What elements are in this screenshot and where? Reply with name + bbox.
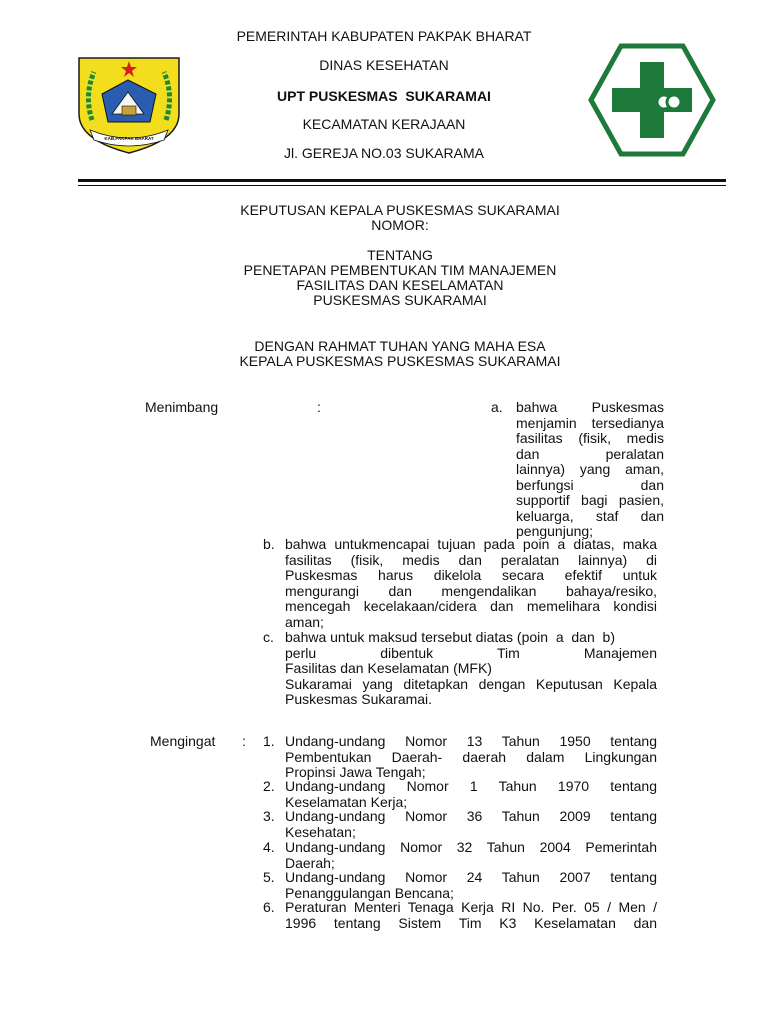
text-line: mengurangi dan mengendalikan bahaya/resiko,: [285, 582, 657, 599]
mengingat-item-6: [285, 900, 657, 931]
mengingat-item-5: [285, 870, 657, 901]
header-divider-thick: [78, 179, 726, 182]
decree-subject-line3: PUSKESMAS SUKARAMAI: [313, 292, 487, 308]
invocation: DENGAN RAHMAT TUHAN YANG MAHA ESA: [254, 338, 546, 354]
address: Jl. GEREJA NO.03 SUKARAMA: [284, 145, 484, 161]
text-line: Keselamatan Kerja;: [285, 793, 408, 810]
decree-subject-line1: PENETAPAN PEMBENTUKAN TIM MANAJEMEN: [243, 262, 557, 278]
menimbang-c-marker: c.: [263, 629, 274, 645]
mengingat-item-1-marker: 1.: [263, 733, 275, 749]
menimbang-b-text: [285, 537, 657, 630]
text-line: bahwa Puskesmas: [516, 399, 664, 415]
menimbang-a-text: [516, 400, 664, 540]
decree-about-label: TENTANG: [367, 247, 433, 263]
text-line: supportif bagi pasien,: [516, 492, 664, 508]
mengingat-item-2-marker: 2.: [263, 778, 275, 794]
text-line: Undang-undang Nomor 36 Tahun 2009 tentang: [285, 808, 657, 824]
text-line: perlu dibentuk Tim Manajemen: [285, 644, 657, 661]
government-name: PEMERINTAH KABUPATEN PAKPAK BHARAT: [236, 28, 532, 44]
text-line: Fasilitas dan Keselamatan (MFK): [285, 660, 492, 676]
regency-emblem-text: KAB.PAKPAK BHARAT: [104, 136, 154, 141]
mengingat-label: Mengingat: [150, 733, 216, 749]
mengingat-item-5-marker: 5.: [263, 869, 275, 885]
mengingat-item-4-marker: 4.: [263, 839, 275, 855]
text-line: fasilitas (fisik, medis dan peralatan lainnya) di: [285, 551, 657, 568]
text-line: bahwa untukmencapai tujuan pada poin a diatas, maka: [285, 536, 657, 552]
issuer-title: KEPALA PUSKESMAS PUSKESMAS SUKARAMAI: [239, 353, 561, 369]
text-line: Puskesmas harus dikelola secara efektif untuk: [285, 567, 657, 583]
mengingat-item-3-marker: 3.: [263, 808, 275, 824]
menimbang-c-text: [285, 630, 657, 708]
text-line: Daerah;: [285, 854, 335, 871]
menimbang-b-marker: b.: [263, 536, 275, 552]
text-line: menjamin tersedianya: [516, 414, 664, 431]
decree-number: NOMOR:: [371, 217, 429, 233]
text-line: bahwa untuk maksud tersebut diatas (poin a dan b): [285, 629, 615, 645]
menimbang-colon: :: [317, 399, 321, 415]
text-line: 1996 tentang Sistem Tim K3 Keselamatan dan: [285, 914, 657, 931]
decree-subject-line2: FASILITAS DAN KESELAMATAN: [296, 277, 504, 293]
puskesmas-name: UPT PUSKESMAS SUKARAMAI: [277, 88, 491, 104]
mengingat-item-2: [285, 779, 657, 810]
text-line: mencegah kecelakaan/cidera dan memelihara kondisi: [285, 598, 657, 614]
text-line: berfungsi dan: [516, 476, 664, 493]
text-line: fasilitas (fisik, medis: [516, 430, 664, 446]
text-line: Sukaramai yang ditetapkan dengan Keputusan Kepala: [285, 675, 657, 692]
mengingat-item-6-marker: 6.: [263, 899, 275, 915]
text-line: Undang-undang Nomor 24 Tahun 2007 tentang: [285, 869, 657, 885]
mengingat-item-1: [285, 734, 657, 781]
text-line: Kesehatan;: [285, 823, 356, 840]
text-line: Penanggulangan Bencana;: [285, 884, 454, 901]
text-line: pengunjung;: [516, 523, 594, 539]
menimbang-a-marker: a.: [491, 399, 503, 415]
text-line: Peraturan Menteri Tenaga Kerja RI No. Per. 05 / Men /: [285, 899, 657, 915]
menimbang-label: Menimbang: [145, 399, 219, 415]
text-line: Propinsi Jawa Tengah;: [285, 764, 426, 780]
text-line: dan peralatan: [516, 445, 664, 462]
text-line: Undang-undang Nomor 13 Tahun 1950 tentang: [285, 733, 657, 749]
text-line: Undang-undang Nomor 1 Tahun 1970 tentang: [285, 778, 657, 794]
text-line: Puskesmas Sukaramai.: [285, 691, 433, 707]
mengingat-colon: :: [242, 733, 246, 749]
mengingat-item-3: [285, 809, 657, 840]
text-line: aman;: [285, 613, 324, 630]
text-line: Pembentukan Daerah- daerah dalam Lingkungan: [285, 748, 657, 765]
header-divider-thin: [78, 185, 726, 186]
health-office-name: DINAS KESEHATAN: [319, 57, 449, 73]
mengingat-item-4: [285, 840, 657, 871]
decree-title: KEPUTUSAN KEPALA PUSKESMAS SUKARAMAI: [240, 202, 560, 218]
text-line: keluarga, staf dan: [516, 507, 664, 524]
district-name: KECAMATAN KERAJAAN: [302, 116, 466, 132]
text-line: lainnya) yang aman,: [516, 461, 664, 477]
text-line: Undang-undang Nomor 32 Tahun 2004 Pemerintah: [285, 839, 657, 855]
